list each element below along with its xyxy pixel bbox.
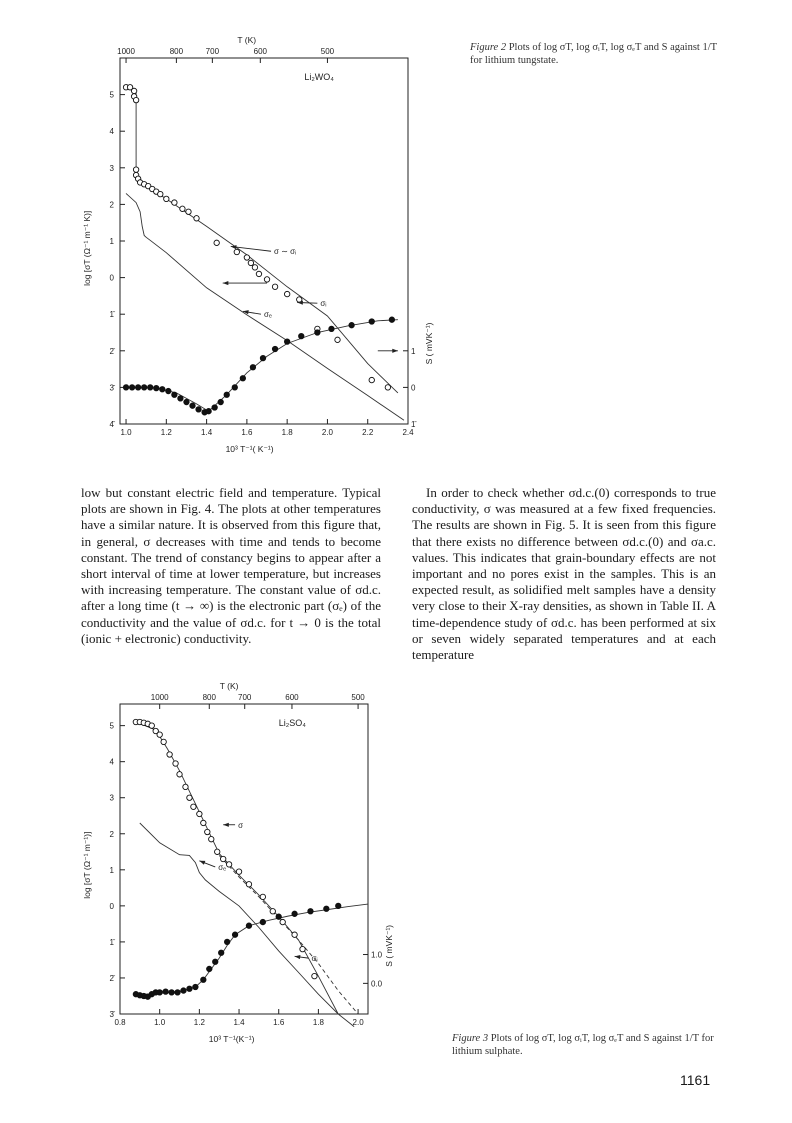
- seebeck-point: [299, 333, 304, 338]
- y-tick-label: 5: [109, 90, 114, 100]
- annotation-arrowhead: [295, 955, 301, 959]
- seebeck-point: [315, 330, 320, 335]
- top-axis-label: T (K): [219, 681, 239, 691]
- conductivity-point: [300, 946, 305, 951]
- conductivity-point: [292, 932, 297, 937]
- conductivity-point: [246, 882, 251, 887]
- right-tick-label: 1.0: [371, 950, 383, 960]
- conductivity-point: [335, 337, 340, 342]
- seebeck-point: [260, 355, 265, 360]
- seebeck-point: [308, 909, 313, 914]
- seebeck-point: [193, 984, 198, 989]
- top-tick-label: 700: [238, 693, 252, 702]
- y-tick-label: 0: [109, 273, 114, 283]
- conductivity-point: [252, 265, 257, 270]
- sigma-line-curve: [136, 722, 338, 1014]
- x-axis-label: 10³ T⁻¹(K⁻¹): [208, 1034, 255, 1044]
- y-axis-label: log [σT (Ω⁻¹ m⁻¹ K)]: [82, 210, 92, 286]
- y-tick-label: 1̄: [109, 310, 114, 320]
- seebeck-point: [213, 959, 218, 964]
- y-tick-label: 4: [109, 757, 114, 767]
- plot-frame: [120, 58, 408, 424]
- top-tick-label: 1000: [150, 693, 169, 702]
- seebeck-point: [324, 906, 329, 911]
- conductivity-point: [244, 255, 249, 260]
- conductivity-point: [173, 761, 178, 766]
- seebeck-point: [284, 339, 289, 344]
- x-tick-label: 1.6: [241, 428, 253, 437]
- right-column-paragraph: In order to check whether σd.c.(0) corresponds to true conductivity, σ was measured at a few fixed frequencies. The results are shown in Fig. 5. It is seen from this figure that there exists no difference between σd.c.(0) and σa.c. values. This indicates that grain-boundary effects are not important and no pores exist in the samples. This is an expected result, as solidified melt samples have a density very close to their X-ray densities, as shown in Table II. A time-dependence study of σd.c. has been performed at six or seven widely separated temperatures and at each temperature: [412, 485, 716, 663]
- figure-3-caption-text: Plots of log σT, log σᵢT, log σₑT and S against 1/T for lithium sulphate.: [452, 1033, 714, 1057]
- conductivity-point: [220, 856, 225, 861]
- sigma-line-curve: [136, 91, 398, 393]
- seebeck-point: [187, 986, 192, 991]
- conductivity-point: [158, 191, 163, 196]
- figure-2-caption-label: Figure 2: [470, 42, 507, 53]
- y-tick-label: 1: [109, 237, 114, 246]
- figure-3-chart: [80, 678, 430, 1068]
- conductivity-point: [187, 795, 192, 800]
- right-tick-label: 1: [411, 346, 416, 356]
- top-tick-label: 1000: [117, 47, 135, 56]
- seebeck-point: [207, 966, 212, 971]
- sigma-e-line-curve: [126, 193, 404, 420]
- y-tick-label: 3: [109, 793, 114, 803]
- seebeck-point: [369, 319, 374, 324]
- seebeck-point: [169, 990, 174, 995]
- annotation-arrowhead: [392, 349, 398, 353]
- x-tick-label: 1.8: [281, 428, 293, 437]
- conductivity-point: [157, 732, 162, 737]
- x-tick-label: 1.2: [160, 428, 172, 437]
- annotation-label: σₑ: [218, 862, 227, 872]
- seebeck-point: [224, 939, 229, 944]
- seebeck-point: [250, 365, 255, 370]
- seebeck-point: [178, 396, 183, 401]
- annotation-label: σᵢ: [311, 954, 318, 964]
- annotation-arrowhead: [199, 861, 205, 865]
- conductivity-point: [186, 209, 191, 214]
- seebeck-point: [336, 903, 341, 908]
- y-tick-label: 0: [109, 901, 114, 911]
- y-tick-label: 4: [109, 127, 114, 137]
- y-tick-label: 2: [109, 200, 114, 210]
- seebeck-point: [181, 988, 186, 993]
- x-tick-label: 0.8: [114, 1018, 126, 1027]
- y-tick-label: 2̄: [109, 346, 114, 356]
- seebeck-point: [190, 403, 195, 408]
- conductivity-point: [172, 200, 177, 205]
- conductivity-point: [264, 277, 269, 282]
- seebeck-point: [123, 385, 128, 390]
- left-column-text: [81, 485, 381, 647]
- x-tick-label: 1.0: [154, 1018, 166, 1027]
- seebeck-point: [272, 346, 277, 351]
- annotation-arrowhead: [223, 823, 229, 827]
- annotation-arrowhead: [223, 281, 229, 285]
- x-tick-label: 1.6: [273, 1018, 285, 1027]
- conductivity-point: [260, 894, 265, 899]
- S-line-curve: [126, 320, 398, 412]
- figure-2-chart: [80, 32, 440, 472]
- conductivity-point: [284, 291, 289, 296]
- S-line-curve: [136, 904, 368, 994]
- seebeck-point: [218, 950, 223, 955]
- conductivity-point: [256, 271, 261, 276]
- conductivity-point: [164, 196, 169, 201]
- right-tick-label: 0: [411, 383, 416, 393]
- conductivity-point: [270, 909, 275, 914]
- y-tick-label: 5: [109, 721, 114, 731]
- figure-3-caption: [452, 1032, 722, 1058]
- x-tick-label: 2.2: [362, 428, 374, 437]
- conductivity-point: [234, 249, 239, 254]
- conductivity-point: [177, 772, 182, 777]
- conductivity-point: [248, 260, 253, 265]
- x-tick-label: 2.0: [321, 428, 334, 437]
- seebeck-point: [260, 919, 265, 924]
- compound-label: Li₂WO₄: [304, 72, 334, 82]
- annotation-label: σᵢ: [320, 299, 327, 309]
- seebeck-point: [232, 385, 237, 390]
- conductivity-point: [236, 869, 241, 874]
- y-tick-label: 2: [109, 829, 114, 839]
- top-axis-label: T (K): [237, 35, 257, 45]
- conductivity-point: [201, 820, 206, 825]
- figure-2-caption-text: Plots of log σT, log σᵢT, log σₑT and S against 1/T for lithium tungstate.: [470, 42, 717, 66]
- seebeck-point: [184, 399, 189, 404]
- conductivity-point: [191, 804, 196, 809]
- seebeck-point: [154, 385, 159, 390]
- conductivity-point: [149, 723, 154, 728]
- annotation-label: σₑ: [263, 310, 272, 320]
- top-tick-label: 800: [169, 47, 184, 56]
- conductivity-point: [214, 240, 219, 245]
- right-axis-label: S ( mVK⁻¹): [384, 924, 394, 967]
- seebeck-point: [232, 932, 237, 937]
- top-tick-label: 600: [253, 47, 267, 56]
- page-number: 1161: [680, 1072, 711, 1088]
- x-tick-label: 2.0: [352, 1018, 364, 1027]
- x-tick-label: 1.8: [312, 1018, 324, 1027]
- seebeck-point: [141, 385, 146, 390]
- conductivity-point: [194, 216, 199, 221]
- seebeck-point: [349, 322, 354, 327]
- seebeck-point: [224, 392, 229, 397]
- right-column-text: [412, 485, 716, 663]
- conductivity-point: [215, 849, 220, 854]
- conductivity-point: [205, 829, 210, 834]
- seebeck-point: [148, 385, 153, 390]
- compound-label: Li₂SO₄: [278, 718, 306, 728]
- seebeck-point: [218, 399, 223, 404]
- conductivity-point: [369, 377, 374, 382]
- seebeck-point: [246, 923, 251, 928]
- annotation-label: σ: [238, 820, 244, 830]
- seebeck-point: [276, 914, 281, 919]
- figure-2-caption: [470, 41, 730, 67]
- seebeck-point: [201, 977, 206, 982]
- conductivity-point: [209, 836, 214, 841]
- top-tick-label: 500: [320, 47, 335, 56]
- x-tick-label: 1.0: [120, 428, 132, 437]
- conductivity-point: [161, 739, 166, 744]
- conductivity-point: [280, 919, 285, 924]
- conductivity-point: [272, 284, 277, 289]
- annotation-arrowhead: [243, 310, 249, 314]
- top-tick-label: 800: [202, 693, 216, 702]
- figure-3-caption-label: Figure 3: [452, 1033, 489, 1044]
- x-tick-label: 1.2: [193, 1018, 205, 1027]
- x-tick-label: 2.4: [402, 428, 414, 437]
- top-tick-label: 600: [285, 693, 299, 702]
- left-column-paragraph: low but constant electric field and temperature. Typical plots are shown in Fig. 4. The plots at other temperatures have a similar nature. It is observed from this figure that, in general, σ decreases with time and tends to become constant. The trend of constancy begins to appear after a short interval of time at lower temperature, but increases with increasing temperature. The constant value of σd.c. after a long time (t → ∞) is the electronic part (σₑ) of the conductivity and the value of σd.c. for t → 0 is the total (ionic + electronic) conductivity.: [81, 485, 381, 646]
- y-tick-label: 1: [109, 865, 114, 875]
- right-axis-label: S ( mVK⁻¹): [424, 322, 434, 365]
- seebeck-point: [206, 408, 211, 413]
- y-tick-label: 3̄: [109, 383, 114, 393]
- conductivity-point: [180, 206, 185, 211]
- y-tick-label: 2̄: [109, 973, 114, 983]
- conductivity-point: [131, 88, 136, 93]
- top-tick-label: 500: [351, 693, 365, 702]
- seebeck-point: [175, 990, 180, 995]
- seebeck-point: [196, 407, 201, 412]
- seebeck-point: [172, 392, 177, 397]
- conductivity-point: [167, 752, 172, 757]
- y-axis-label: log [σT (Ω⁻¹ m⁻¹)]: [82, 831, 92, 899]
- conductivity-point: [385, 385, 390, 390]
- seebeck-point: [157, 990, 162, 995]
- seebeck-point: [135, 385, 140, 390]
- y-tick-label: 3: [109, 163, 114, 173]
- conductivity-point: [226, 862, 231, 867]
- x-tick-label: 1.4: [201, 428, 213, 437]
- right-tick-label: 0.0: [371, 979, 383, 989]
- y-tick-label: 1̄: [109, 937, 114, 947]
- seebeck-point: [389, 317, 394, 322]
- seebeck-point: [160, 387, 165, 392]
- seebeck-point: [329, 326, 334, 331]
- y-tick-label: 3̄: [109, 1010, 114, 1019]
- conductivity-point: [183, 784, 188, 789]
- x-axis-label: 10³ T⁻¹( K⁻¹): [225, 444, 274, 454]
- plot-frame: [120, 704, 368, 1014]
- seebeck-point: [292, 911, 297, 916]
- sigma-i-dashed-curve: [219, 855, 358, 1014]
- y-tick-label: 4̄: [109, 420, 114, 429]
- seebeck-point: [163, 989, 168, 994]
- right-tick-label: 1̄: [411, 420, 416, 429]
- conductivity-point: [197, 811, 202, 816]
- conductivity-point: [133, 97, 138, 102]
- seebeck-point: [240, 376, 245, 381]
- x-tick-label: 1.4: [233, 1018, 245, 1027]
- seebeck-point: [166, 388, 171, 393]
- conductivity-point: [133, 167, 138, 172]
- annotation-label: σ ∼ σᵢ: [274, 247, 297, 257]
- top-tick-label: 700: [205, 47, 220, 56]
- conductivity-point: [312, 973, 317, 978]
- seebeck-point: [129, 385, 134, 390]
- seebeck-point: [212, 405, 217, 410]
